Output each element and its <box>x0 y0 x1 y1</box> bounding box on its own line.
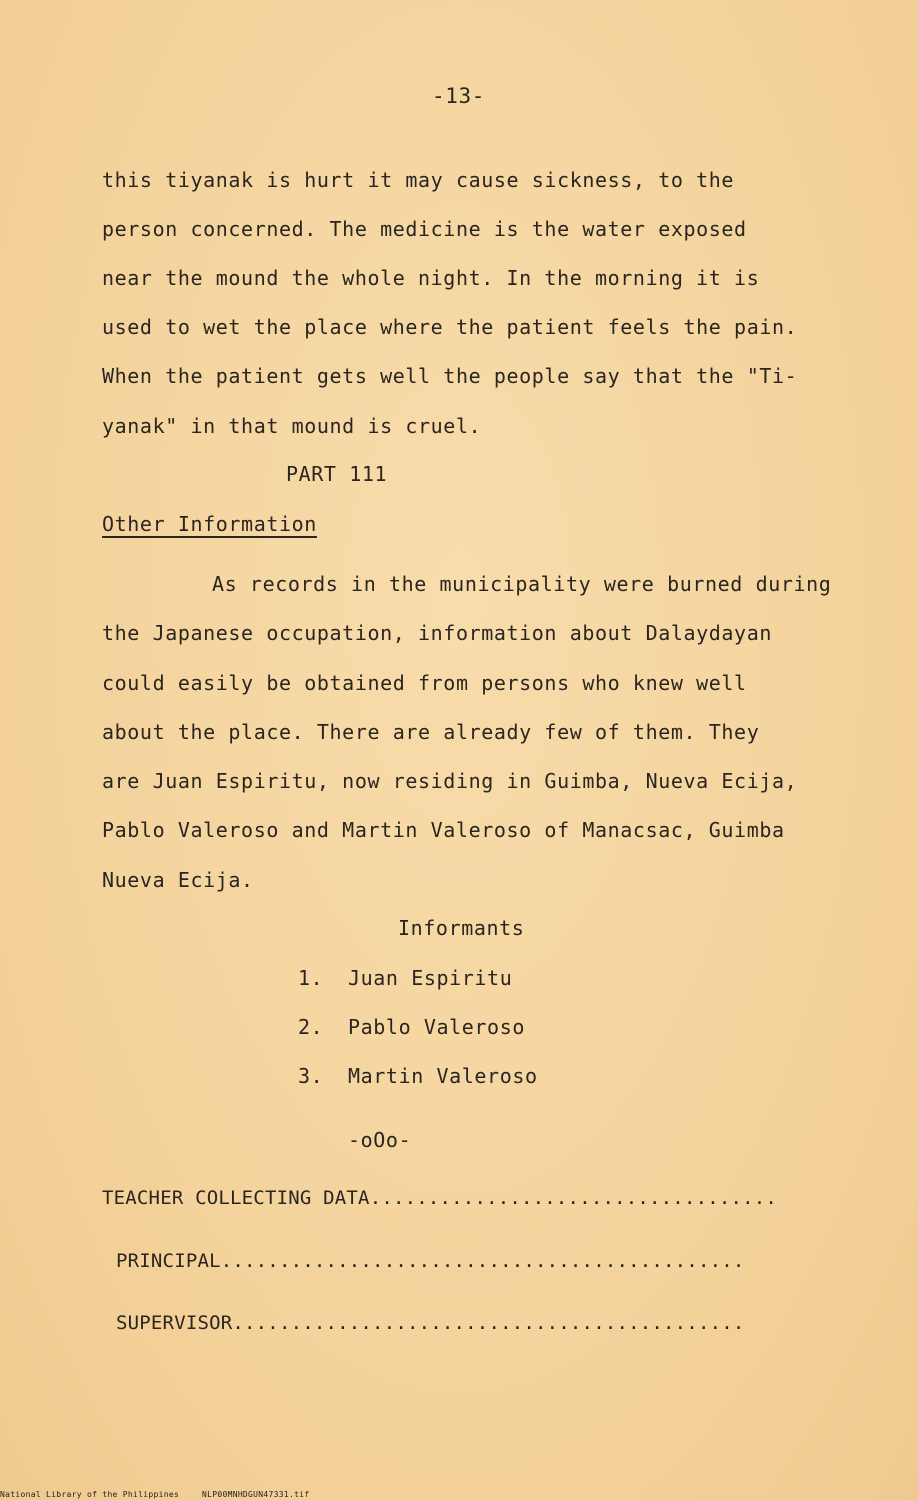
paragraph-line: yanak" in that mound is cruel. <box>102 414 482 438</box>
list-item-number: 3. <box>298 1064 324 1088</box>
paragraph-line: used to wet the place where the patient feels the pain. <box>102 315 798 339</box>
supervisor-signature-line: SUPERVISOR............................................ <box>116 1312 745 1334</box>
list-item-name: Juan Espiritu <box>348 966 513 990</box>
paragraph-line: this tiyanak is hurt it may cause sickness, to the <box>102 168 735 192</box>
paragraph-line: could easily be obtained from persons who knew well <box>102 671 747 695</box>
part-heading: PART 111 <box>286 462 388 486</box>
paragraph-line: Pablo Valeroso and Martin Valeroso of Manacsac, Guimba <box>102 818 785 842</box>
section-title: Other Information <box>102 512 317 536</box>
principal-signature-line: PRINCIPAL............................................. <box>116 1250 745 1272</box>
list-item-name: Pablo Valeroso <box>348 1015 525 1039</box>
page-number: -13- <box>432 84 485 108</box>
footer-institution: National Library of the Philippines <box>0 1490 180 1499</box>
paragraph-line: about the place. There are already few of them. They <box>102 720 760 744</box>
list-item-number: 2. <box>298 1015 324 1039</box>
paragraph-line: As records in the municipality were burned during <box>212 572 832 596</box>
list-item-name: Martin Valeroso <box>348 1064 538 1088</box>
footer-filename: NLP00MNHDGUN47331.tif <box>202 1490 310 1499</box>
list-item-number: 1. <box>298 966 324 990</box>
paragraph-line: the Japanese occupation, information about Dalaydayan <box>102 621 772 645</box>
paragraph-line: Nueva Ecija. <box>102 868 254 892</box>
teacher-signature-line: TEACHER COLLECTING DATA................................... <box>102 1187 778 1209</box>
paragraph-line: When the patient gets well the people say that the "Ti- <box>102 364 798 388</box>
informants-title: Informants <box>398 916 525 940</box>
paragraph-line: are Juan Espiritu, now residing in Guimba, Nueva Ecija, <box>102 769 798 793</box>
paragraph-line: near the mound the whole night. In the morning it is <box>102 266 760 290</box>
paragraph-line: person concerned. The medicine is the water exposed <box>102 217 747 241</box>
separator: -oOo- <box>348 1128 412 1152</box>
